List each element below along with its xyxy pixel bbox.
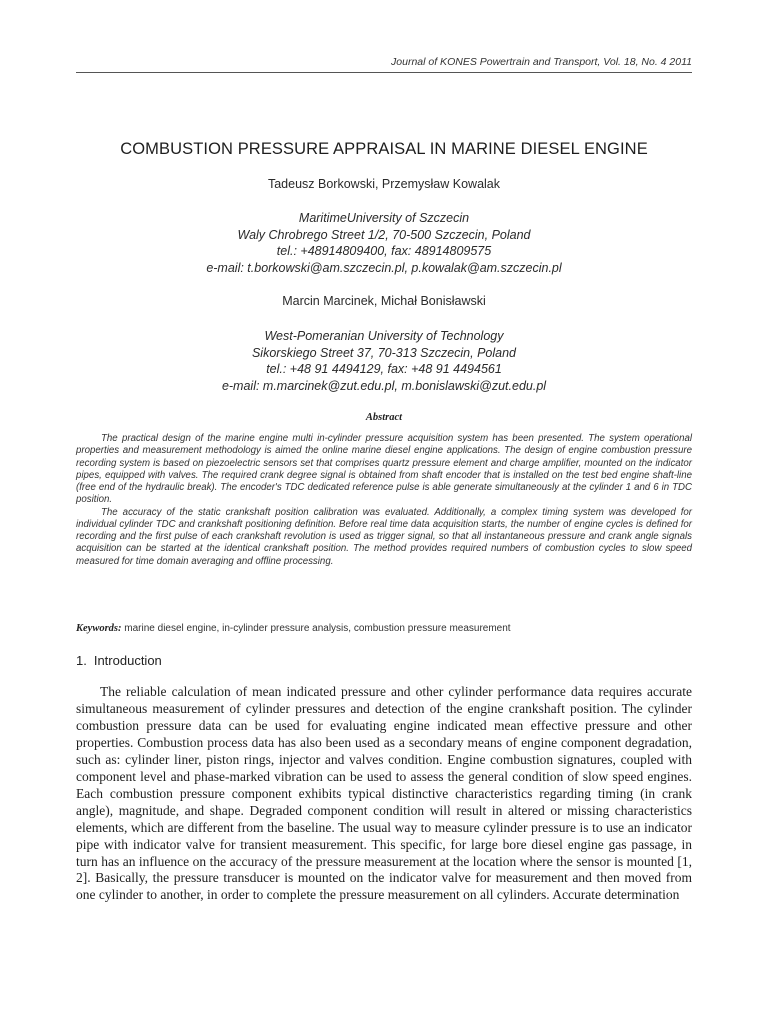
affiliation-1-address: Waly Chrobrego Street 1/2, 70-500 Szczecin, Poland (237, 227, 531, 242)
abstract-body (76, 433, 692, 568)
affiliation-1-institution: MaritimeUniversity of Szczecin (298, 211, 470, 225)
abstract-paragraph: The accuracy of the static crankshaft position calibration was evaluated. Additionally, a complex timing system was developed for individual cylinder TDC and crankshaft positioning definition. Before real time data acquisition starts, the number of engine cycles is defined for recording and the first pulse of each crankshaft revolution is used as trigger signal, so that all instantaneous pressure and crank angle signals acquisition can be started at the identical crankshaft position. The method provides required numbers of combustion cycles to slow speed measured for time domain averaging and offline processing. (76, 506, 692, 567)
running-head: Journal of KONES Powertrain and Transport, Vol. 18, No. 4 2011 (391, 56, 692, 68)
section-number: 1. (76, 653, 87, 668)
paper-title: COMBUSTION PRESSURE APPRAISAL IN MARINE DIESEL ENGINE (120, 140, 648, 158)
author-names-2: Marcin Marcinek, Michał Bonisławski (282, 294, 486, 308)
paper-page (76, 0, 692, 1024)
affiliation-1 (76, 210, 692, 277)
affiliation-2-email: e-mail: m.marcinek@zut.edu.pl, m.bonislawski@zut.edu.pl (221, 379, 547, 394)
affiliation-2-institution: West-Pomeranian University of Technology (264, 329, 504, 343)
body-paragraph: The reliable calculation of mean indicated pressure and other cylinder performance data requires accurate simultaneous measurement of cylinder pressures and detection of the engine crankshaft position. The cylinder combustion pressure data can be used for evaluating engine indicated mean effective pressure and other properties. Combustion process data has also been used as a secondary means of engine component degradation, such as: cylinder liner, piston rings, injector and valves condition. Engine combustion signatures, coupled with component level and phase-marked vibration can be used to assess the general condition of slow speed engines. Each combustion pressure component exhibits typical distinctive characteristics regarding timing (in crank angle), magnitude, and shape. Degraded component condition will result in altered or missing characteristics elements, which are different from the baseline. The usual way to measure cylinder pressure is to use an indicator pipe with indicator valve for transient measurement. This specific, for large bore diesel engine gas passage, in turn has an influence on the accuracy of the pressure measurement at the location where the sensor is mounted [1, 2]. Basically, the pressure transducer is mounted on the indicator valve for measurement and then moved from one cylinder to another, in order to complete the pressure measurement on all cylinders. Accurate determination (76, 684, 692, 903)
author-names-1: Tadeusz Borkowski, Przemysław Kowalak (267, 177, 501, 191)
keywords-text: marine diesel engine, in-cylinder pressure analysis, combustion pressure measurement (124, 623, 511, 634)
keywords-label: Keywords: (76, 623, 122, 634)
keywords (76, 623, 692, 634)
abstract-paragraph: The practical design of the marine engine multi in-cylinder pressure acquisition system has been presented. The system operational properties and measurement methodology is aimed the online marine diesel engine applications. The design of engine combustion pressure recording system is based on piezoelectric sensors set that comprises quartz pressure element and charge amplifier, mounted on the indicator pipes, equipped with valves. The required crank degree signal is obtained from shaft encoder that is installed on the test bed engine shaft-line (free end of the hydraulic break). The encoder's TDC dedicated reference pulse is able generate simultaneously at the cylinder 1 and 6 in TDC position. (76, 433, 692, 506)
affiliation-1-email: e-mail: t.borkowski@am.szczecin.pl, p.kowalak@am.szczecin.pl (206, 261, 562, 276)
affiliation-1-phone: tel.: +48914809400, fax: 48914809575 (276, 244, 492, 259)
header-rule (76, 72, 692, 73)
affiliation-2-address: Sikorskiego Street 37, 70-313 Szczecin, Poland (251, 345, 517, 360)
section-heading (76, 653, 162, 668)
section-title: Introduction (93, 653, 162, 668)
affiliation-2-phone: tel.: +48 91 4494129, fax: +48 91 4494561 (266, 362, 502, 377)
abstract-heading: Abstract (365, 412, 403, 423)
affiliation-2 (76, 328, 692, 395)
